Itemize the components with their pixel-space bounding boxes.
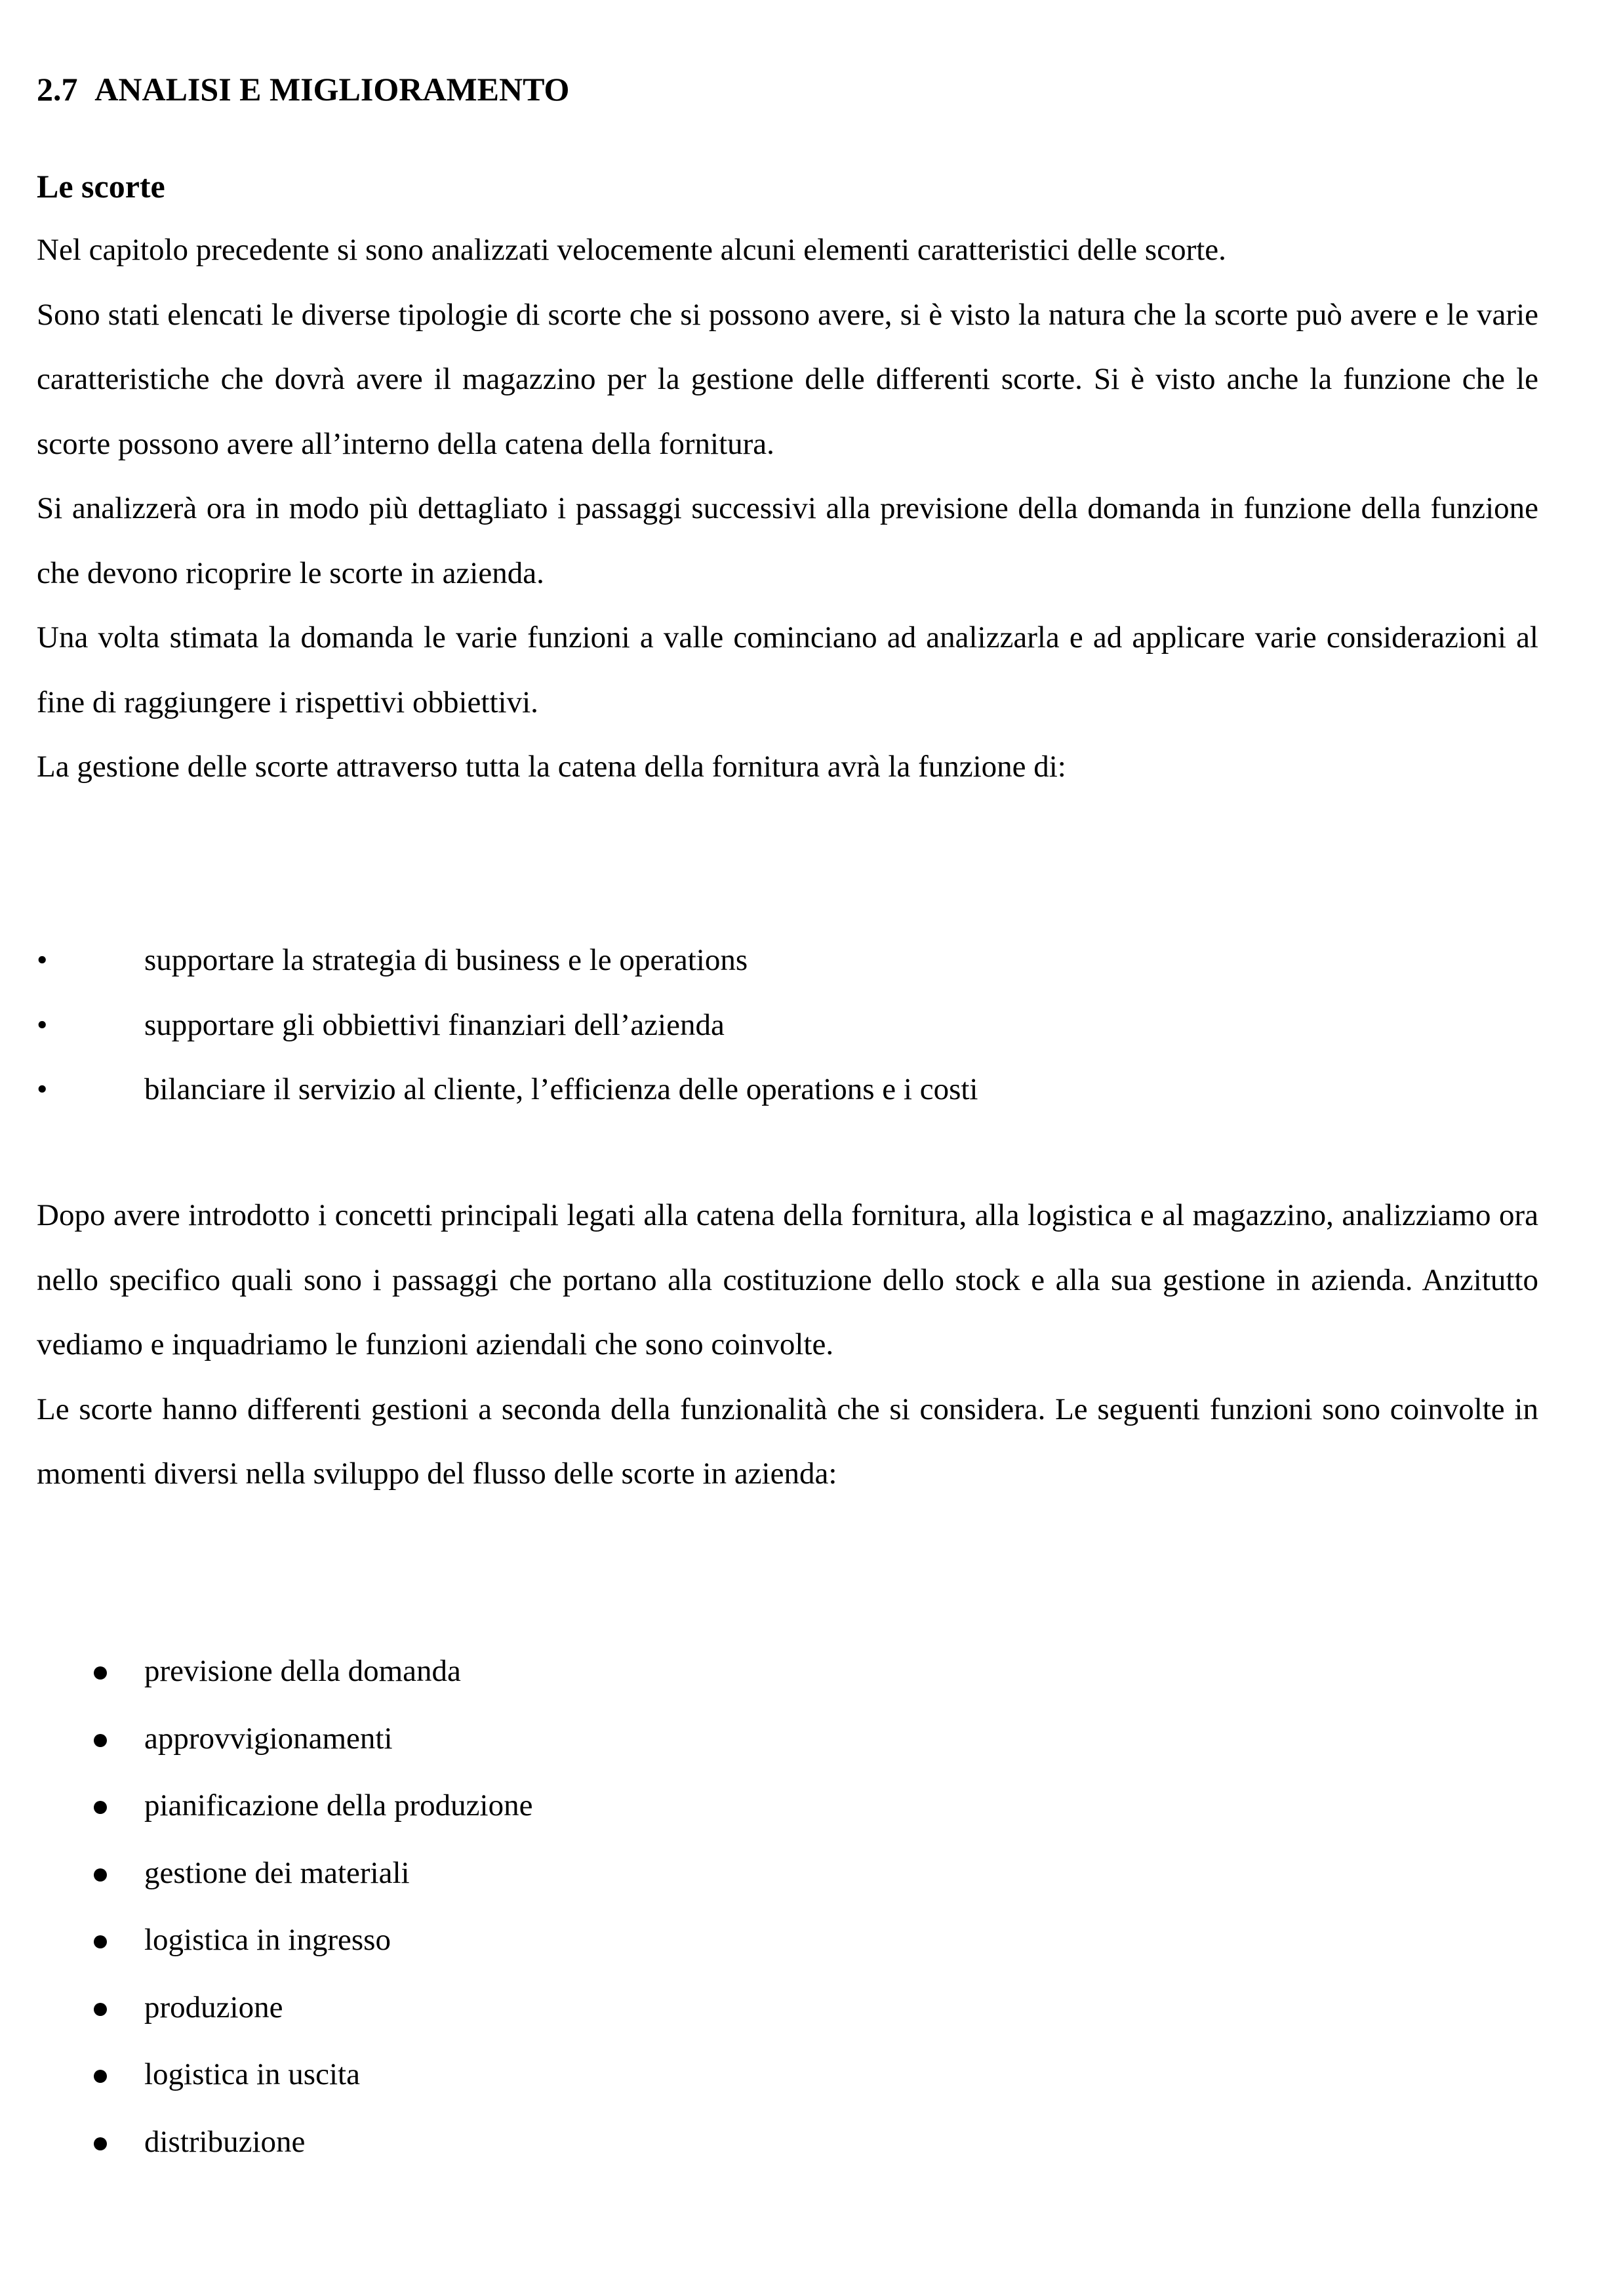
list-item [37,1906,1538,1974]
bullet-dot-icon [94,1801,107,1814]
section-number: 2.7 [37,71,78,108]
list-item-text: logistica in uscita [144,2057,360,2091]
bullet-dot-icon [94,1935,107,1948]
after-list-paragraph-2: Le scorte hanno differenti gestioni a seconda della funzionalità che si considera. Le seguenti funzioni sono coinvolte in momenti diversi nella sviluppo del flusso delle scorte in azienda: [37,1392,1538,1491]
list-item [37,1705,1538,1773]
bullet-dot-icon [94,2137,107,2150]
intro-paragraph-3: Si analizzerà ora in modo più dettagliato i passaggi successivi alla previsione della domanda in funzione della funzione che devono ricoprire le scorte in azienda. [37,491,1538,590]
bullet-dot-icon [94,1868,107,1882]
list-item-text: logistica in ingresso [144,1923,391,1957]
list-item-text: previsione della domanda [144,1654,461,1688]
bullet-dot-icon [94,1666,107,1680]
list-item-text: supportare gli obbiettivi finanziari dell’azienda [144,1007,725,1042]
list-item-text: distribuzione [144,2124,306,2159]
bullet-dot-icon [94,1734,107,1747]
section-heading [37,66,569,113]
subsection-heading: Le scorte [37,168,165,205]
list-item-text: bilanciare il servizio al cliente, l’efficienza delle operations e i costi [144,1072,978,1106]
list-item-text: approvvigionamenti [144,1721,393,1756]
list-item-text: gestione dei materiali [144,1855,410,1890]
list-item [37,1772,1538,1840]
list-item [37,1638,1538,1705]
functions-list [37,1638,1538,2175]
list-item-text: pianificazione della produzione [144,1788,533,1823]
intro-paragraph-1: Nel capitolo precedente si sono analizzati velocemente alcuni elementi caratteristici delle scorte. [37,233,1226,267]
bullet-marker: • [37,943,48,977]
section-title: ANALISI E MIGLIORAMENTO [94,71,570,108]
bullet-dot-icon [94,2070,107,2083]
list-item [37,928,1538,993]
goals-list [37,928,1538,1122]
list-item [37,1840,1538,1907]
intro-paragraph-5: La gestione delle scorte attraverso tutta la catena della fornitura avrà la funzione di: [37,750,1066,784]
intro-text [37,218,1538,799]
intro-paragraph-2: Sono stati elencati le diverse tipologie di scorte che si possono avere, si è visto la natura che la scorte può avere e le varie caratteristiche che dovrà avere il magazzino per la gestione delle differenti scorte. Si è visto anche la funzione che le scorte possono avere all’interno della catena della fornitura. [37,297,1538,461]
list-item [37,1057,1538,1122]
bullet-marker: • [37,1072,48,1106]
after-list-paragraph-1: Dopo avere introdotto i concetti principali legati alla catena della fornitura, alla logistica e al magazzino, analizziamo ora nello specifico quali sono i passaggi che portano alla costituzione dello stock e alla sua gestione in azienda. Anzitutto vediamo e inquadriamo le funzioni aziendali che sono coinvolte. [37,1198,1538,1361]
list-item [37,1974,1538,2042]
intro-paragraph-4: Una volta stimata la domanda le varie funzioni a valle cominciano ad analizzarla e ad applicare varie considerazioni al fine di raggiungere i rispettivi obbiettivi. [37,620,1538,719]
bullet-marker: • [37,1007,48,1042]
list-item [37,2108,1538,2176]
list-item [37,2041,1538,2108]
list-item-text: produzione [144,1990,283,2024]
bullet-dot-icon [94,2003,107,2016]
after-list-text [37,1183,1538,1506]
list-item-text: supportare la strategia di business e le operations [144,943,748,977]
list-item [37,993,1538,1058]
